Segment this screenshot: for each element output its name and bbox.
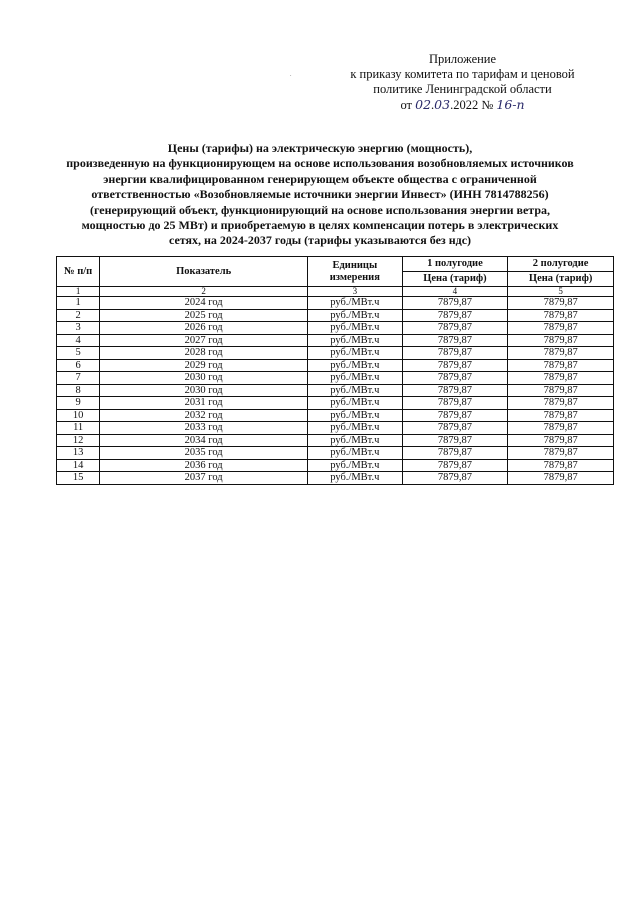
row-number: 8 xyxy=(57,384,100,397)
row-number: 13 xyxy=(57,447,100,460)
row-unit: руб./МВт.ч xyxy=(308,334,403,347)
row-number: 1 xyxy=(57,297,100,310)
row-price-half1: 7879,87 xyxy=(402,297,508,310)
title-line: (генерирующий объект, функционирующий на основе использования энергии ветра, xyxy=(89,202,551,217)
col-number: 1 xyxy=(57,287,100,297)
row-year: 2024 год xyxy=(100,297,308,310)
row-price-half1: 7879,87 xyxy=(402,359,508,372)
row-price-half1: 7879,87 xyxy=(402,434,508,447)
row-price-half2: 7879,87 xyxy=(508,322,614,335)
row-unit: руб./МВт.ч xyxy=(308,372,403,385)
table-row xyxy=(57,297,614,310)
row-number: 4 xyxy=(57,334,100,347)
appendix-order-ref: к приказу комитета по тарифам и ценовой xyxy=(350,67,575,81)
col-number: 2 xyxy=(100,287,308,297)
appendix-block xyxy=(330,52,595,113)
row-price-half1: 7879,87 xyxy=(402,409,508,422)
col-number: 5 xyxy=(508,287,614,297)
document-title xyxy=(40,141,600,249)
row-number: 3 xyxy=(57,322,100,335)
table-row xyxy=(57,384,614,397)
row-unit: руб./МВт.ч xyxy=(308,297,403,310)
header-price1: Цена (тариф) xyxy=(402,272,508,287)
row-unit: руб./МВт.ч xyxy=(308,347,403,360)
row-price-half1: 7879,87 xyxy=(402,347,508,360)
title-line: энергии квалифицированном генерирующем объекте общества с ограниченной xyxy=(103,171,537,186)
appendix-date-line: от 02.03.2022 № 16-п xyxy=(400,97,525,112)
row-year: 2036 год xyxy=(100,459,308,472)
row-price-half1: 7879,87 xyxy=(402,309,508,322)
row-unit: руб./МВт.ч xyxy=(308,322,403,335)
row-number: 11 xyxy=(57,422,100,435)
table-row xyxy=(57,447,614,460)
row-number: 6 xyxy=(57,359,100,372)
table-row xyxy=(57,359,614,372)
row-unit: руб./МВт.ч xyxy=(308,422,403,435)
col-number: 4 xyxy=(402,287,508,297)
title-line: Цены (тарифы) на электрическую энергию (мощность), xyxy=(167,141,473,155)
row-number: 10 xyxy=(57,409,100,422)
order-number-suffix: -п xyxy=(512,97,525,112)
row-price-half1: 7879,87 xyxy=(402,397,508,410)
row-price-half1: 7879,87 xyxy=(402,459,508,472)
row-year: 2037 год xyxy=(100,472,308,485)
row-price-half2: 7879,87 xyxy=(508,409,614,422)
row-price-half2: 7879,87 xyxy=(508,359,614,372)
row-number: 9 xyxy=(57,397,100,410)
row-price-half1: 7879,87 xyxy=(402,447,508,460)
row-price-half1: 7879,87 xyxy=(402,372,508,385)
title-line: мощностью до 25 МВт) и приобретаемую в целях компенсации потерь в электрических xyxy=(81,218,559,233)
row-year: 2035 год xyxy=(100,447,308,460)
table-row xyxy=(57,372,614,385)
row-price-half2: 7879,87 xyxy=(508,397,614,410)
table-row xyxy=(57,459,614,472)
row-number: 12 xyxy=(57,434,100,447)
row-year: 2027 год xyxy=(100,334,308,347)
row-year: 2034 год xyxy=(100,434,308,447)
appendix-title: Приложение xyxy=(428,52,497,66)
order-number-handwritten: 16 xyxy=(496,97,513,112)
header-number: № п/п xyxy=(57,257,100,287)
row-year: 2025 год xyxy=(100,309,308,322)
header-units-line1: Единицы xyxy=(332,260,378,271)
appendix-committee: политике Ленинградской области xyxy=(373,82,552,96)
row-unit: руб./МВт.ч xyxy=(308,397,403,410)
title-line: ответственностью «Возобновляемые источники энергии Инвест» (ИНН 7814788256) xyxy=(91,187,549,202)
row-unit: руб./МВт.ч xyxy=(308,359,403,372)
row-price-half1: 7879,87 xyxy=(402,322,508,335)
row-number: 15 xyxy=(57,472,100,485)
row-unit: руб./МВт.ч xyxy=(308,409,403,422)
date-prefix: от xyxy=(400,98,412,112)
table-body xyxy=(57,297,614,485)
row-year: 2033 год xyxy=(100,422,308,435)
header-price2: Цена (тариф) xyxy=(508,272,614,287)
column-number-row xyxy=(57,287,614,297)
row-price-half2: 7879,87 xyxy=(508,447,614,460)
row-number: 5 xyxy=(57,347,100,360)
row-year: 2031 год xyxy=(100,397,308,410)
title-line: произведенную на функционирующем на основе использования возобновляемых источников xyxy=(66,156,574,171)
row-number: 14 xyxy=(57,459,100,472)
header-indicator: Показатель xyxy=(100,257,308,287)
row-price-half2: 7879,87 xyxy=(508,334,614,347)
row-price-half2: 7879,87 xyxy=(508,347,614,360)
row-price-half1: 7879,87 xyxy=(402,334,508,347)
table-row xyxy=(57,334,614,347)
row-year: 2030 год xyxy=(100,384,308,397)
row-number: 2 xyxy=(57,309,100,322)
row-price-half2: 7879,87 xyxy=(508,309,614,322)
row-price-half2: 7879,87 xyxy=(508,459,614,472)
row-year: 2028 год xyxy=(100,347,308,360)
row-price-half1: 7879,87 xyxy=(402,422,508,435)
table-row xyxy=(57,347,614,360)
tariff-table xyxy=(56,256,614,485)
table-row xyxy=(57,472,614,485)
row-unit: руб./МВт.ч xyxy=(308,309,403,322)
date-year: .2022 № xyxy=(450,98,494,112)
date-day-handwritten: 02 xyxy=(415,97,432,112)
row-unit: руб./МВт.ч xyxy=(308,434,403,447)
table-row xyxy=(57,434,614,447)
table-row xyxy=(57,322,614,335)
row-unit: руб./МВт.ч xyxy=(308,472,403,485)
row-year: 2029 год xyxy=(100,359,308,372)
table-row xyxy=(57,397,614,410)
table-row xyxy=(57,422,614,435)
col-number: 3 xyxy=(308,287,403,297)
header-half1: 1 полугодие xyxy=(402,257,508,272)
title-line: сетях, на 2024-2037 годы (тарифы указываются без ндс) xyxy=(168,233,472,248)
row-unit: руб./МВт.ч xyxy=(308,459,403,472)
header-units xyxy=(308,257,403,287)
table-row xyxy=(57,409,614,422)
row-price-half2: 7879,87 xyxy=(508,372,614,385)
date-month-handwritten: 03 xyxy=(434,97,451,112)
scan-speck: . xyxy=(290,72,292,78)
row-number: 7 xyxy=(57,372,100,385)
row-price-half2: 7879,87 xyxy=(508,297,614,310)
row-price-half1: 7879,87 xyxy=(402,384,508,397)
row-unit: руб./МВт.ч xyxy=(308,447,403,460)
row-year: 2026 год xyxy=(100,322,308,335)
table-row xyxy=(57,309,614,322)
row-price-half1: 7879,87 xyxy=(402,472,508,485)
row-year: 2032 год xyxy=(100,409,308,422)
row-price-half2: 7879,87 xyxy=(508,422,614,435)
row-price-half2: 7879,87 xyxy=(508,434,614,447)
row-price-half2: 7879,87 xyxy=(508,472,614,485)
row-year: 2030 год xyxy=(100,372,308,385)
row-price-half2: 7879,87 xyxy=(508,384,614,397)
header-half2: 2 полугодие xyxy=(508,257,614,272)
header-units-line2: измерения xyxy=(329,271,380,283)
row-unit: руб./МВт.ч xyxy=(308,384,403,397)
